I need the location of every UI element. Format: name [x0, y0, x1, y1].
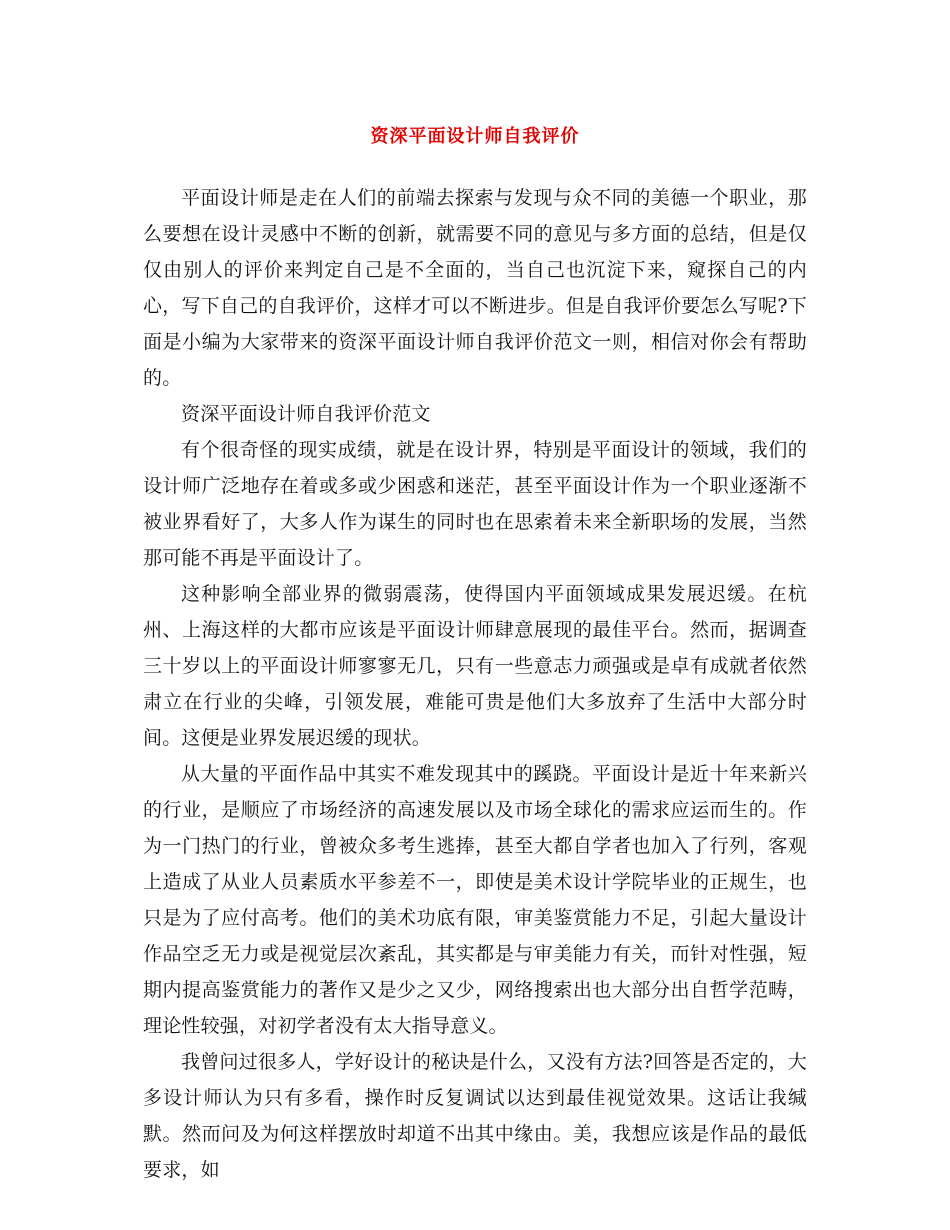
- page-title: 资深平面设计师自我评价: [370, 126, 580, 147]
- document-body: [143, 180, 807, 1188]
- paragraph-4: 我曾问过很多人，学好设计的秘诀是什么，又没有方法?回答是否定的，大多设计师认为只有多看，操作时反复调试以达到最佳视觉效果。这话让我缄默。然而问及为何这样摆放时却道不出其中缘由。美，我想应该是作品的最低要求，如: [143, 1051, 807, 1181]
- paragraph-2: 这种影响全部业界的微弱震荡，使得国内平面领域成果发展迟缓。在杭州、上海这样的大都市应该是平面设计师肆意展现的最佳平台。然而，据调查三十岁以上的平面设计师寥寥无几，只有一些意志力顽强或是卓有成就者依然肃立在行业的尖峰，引领发展，难能可贵是他们大多放弃了生活中大部分时间。这便是业界发展迟缓的现状。: [143, 583, 807, 749]
- paragraph-1: 有个很奇怪的现实成绩，就是在设计界，特别是平面设计的领域，我们的设计师广泛地存在着或多或少困惑和迷茫，甚至平面设计作为一个职业逐渐不被业界看好了，大多人作为谋生的同时也在思索着未来全新职场的发展，当然那可能不再是平面设计了。: [143, 439, 807, 569]
- paragraph-subtitle: 资深平面设计师自我评价范文: [181, 403, 431, 425]
- paragraph-3: 从大量的平面作品中其实不难发现其中的蹊跷。平面设计是近十年来新兴的行业，是顺应了市场经济的高速发展以及市场全球化的需求应运而生的。作为一门热门的行业，曾被众多考生逃捧，甚至大都自学者也加入了行列，客观上造成了从业人员素质水平参差不一，即使是美术设计学院毕业的正规生，也只是为了应付高考。他们的美术功底有限，审美鉴赏能力不足，引起大量设计作品空乏无力或是视觉层次紊乱，其实都是与审美能力有关，而针对性强，短期内提高鉴赏能力的著作又是少之又少，网络搜索出也大部分出自哲学范畴，理论性较强，对初学者没有太大指导意义。: [143, 763, 807, 1037]
- paragraph-intro: 平面设计师是走在人们的前端去探索与发现与众不同的美德一个职业，那么要想在设计灵感中不断的创新，就需要不同的意见与多方面的总结，但是仅仅由别人的评价来判定自己是不全面的，当自己也沉淀下来，窥探自己的内心，写下自己的自我评价，这样才可以不断进步。但是自我评价要怎么写呢?下面是小编为大家带来的资深平面设计师自我评价范文一则，相信对你会有帮助的。: [143, 187, 807, 389]
